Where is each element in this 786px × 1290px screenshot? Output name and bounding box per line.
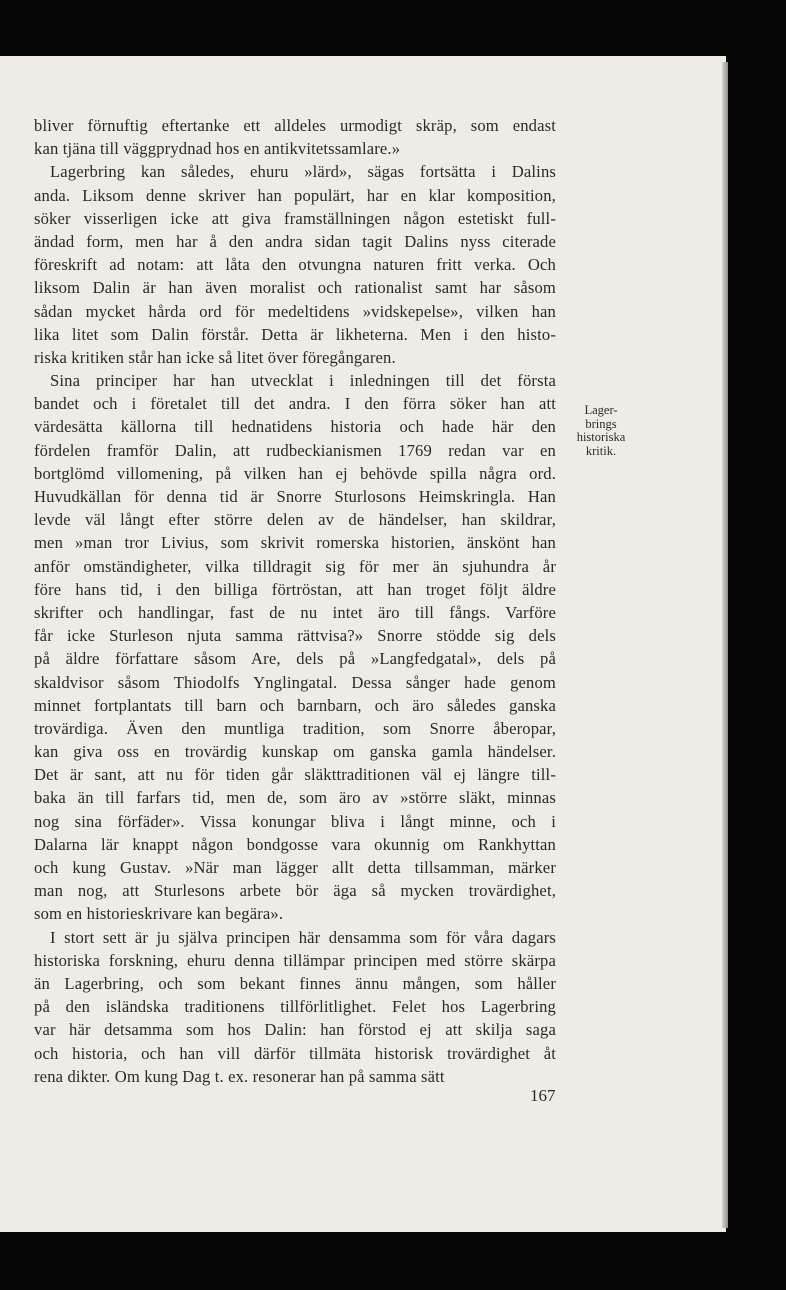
text-line: lika litet som Dalin förstår. Detta är likheterna. Men i den histo-: [34, 324, 556, 344]
text-line: får icke Sturleson njuta samma rättvisa?» Snorre stödde sig dels: [34, 626, 556, 646]
text-line: sådan mycket hårda ord för medeltidens »vidskepelse», vilken han: [34, 301, 556, 321]
body-text: [34, 114, 556, 1088]
margin-note-line: historiska: [576, 430, 626, 445]
text-line: och historia, och han vill därför tillmäta historisk trovärdighet åt: [34, 1043, 556, 1063]
margin-note-line: Lager-: [584, 403, 618, 417]
margin-note: [562, 404, 640, 458]
page-edge: [722, 62, 728, 1228]
text-line: I stort sett är ju själva principen här densamma som för våra dagars: [50, 927, 556, 947]
text-line: levde väl långt efter större delen av de händelser, han skildrar,: [34, 510, 556, 530]
text-line: på den isländska traditionens tillförlitlighet. Felet hos Lagerbring: [34, 997, 556, 1017]
text-line: kan tjäna till väggprydnad hos en antikvitetssamlare.»: [34, 139, 401, 159]
text-line: liksom Dalin är han även moralist och rationalist samt har såsom: [34, 278, 556, 298]
text-line: som en historieskrivare kan begära».: [34, 904, 284, 924]
text-line: Huvudkällan för denna tid är Snorre Sturlosons Heimskringla. Han: [34, 487, 556, 506]
text-line: än Lagerbring, och som bekant finnes ännu mången, som håller: [34, 973, 556, 993]
text-line: fördelen framför Dalin, att rudbeckianismen 1769 redan var en: [34, 440, 556, 460]
text-line: baka än till farfars tid, men de, som äro av »större släkt, minnas: [34, 788, 556, 808]
text-line: var här detsamma som hos Dalin: han förstod ej att skilja saga: [34, 1020, 556, 1040]
text-line: man nog, att Sturlesons arbete bör äga så mycken trovärdighet,: [34, 881, 556, 901]
text-line: ändad form, men har å den andra sidan tagit Dalins nyss citerade: [34, 231, 556, 251]
text-line: trovärdiga. Även den muntliga tradition, som Snorre åberopar,: [34, 718, 556, 738]
text-line: värdesätta källorna till hednatidens historia och hade här den: [34, 417, 556, 437]
text-line: Lagerbring kan således, ehuru »lärd», sägas fortsätta i Dalins: [50, 162, 556, 182]
text-line: skaldvisor såsom Thiodolfs Ynglingatal. Dessa sånger hade genom: [34, 672, 556, 692]
text-line: historiska forskning, ehuru denna tillämpar principen med större skärpa: [34, 950, 556, 970]
text-line: på äldre författare såsom Are, dels på »Langfedgatal», dels på: [34, 649, 556, 669]
text-line: och kung Gustav. »När man lägger allt detta tillsamman, märker: [34, 858, 556, 877]
text-line: minnet fortplantats till barn och barnbarn, och äro således ganska: [34, 695, 556, 715]
text-line: föreskrift ad notam: att låta den otvungna naturen fritt verka. Och: [34, 255, 556, 275]
text-line: Det är sant, att nu för tiden går släkttraditionen väl ej längre till-: [34, 765, 556, 785]
text-line: anför omständigheter, vilka tilldragit sig för mer än sjuhundra år: [34, 556, 556, 576]
text-line: söker visserligen icke att giva framställningen någon estetiskt full-: [34, 208, 556, 228]
text-line: bandet och i företalet till det andra. I den förra söker han att: [34, 394, 556, 414]
text-line: Sina principer har han utvecklat i inledningen till det första: [50, 371, 556, 391]
page-number: 167: [530, 1086, 556, 1105]
text-line: nog sina förfäder». Vissa konungar bliva i långt minne, och i: [34, 811, 556, 831]
text-line: före hans tid, i den billiga förtröstan, att han troget följt äldre: [34, 579, 556, 599]
margin-note-line: kritik.: [585, 443, 617, 458]
text-line: anda. Liksom denne skriver han populärt, har en klar komposition,: [34, 185, 556, 205]
text-line: Dalarna lär knappt någon bondgosse vara okunnig om Rankhyttan: [34, 834, 556, 854]
text-line: bliver förnuftig eftertanke ett alldeles urmodigt skräp, som endast: [34, 116, 556, 135]
text-line: bortglömd villomening, på vilken han ej behövde spilla några ord.: [34, 463, 556, 483]
margin-note-line: brings: [585, 416, 617, 431]
text-line: kan giva oss en trovärdig kunskap om ganska gamla händelser.: [34, 742, 556, 762]
text-line: skrifter och handlingar, fast de nu intet äro till fångs. Varföre: [34, 602, 556, 622]
text-line: riska kritiken står han icke så litet över föregångaren.: [34, 347, 396, 367]
text-line: rena dikter. Om kung Dag t. ex. resonerar han på samma sätt: [34, 1066, 445, 1086]
text-line: men »man tror Livius, som skrivit romerska historien, änskönt han: [34, 533, 556, 553]
